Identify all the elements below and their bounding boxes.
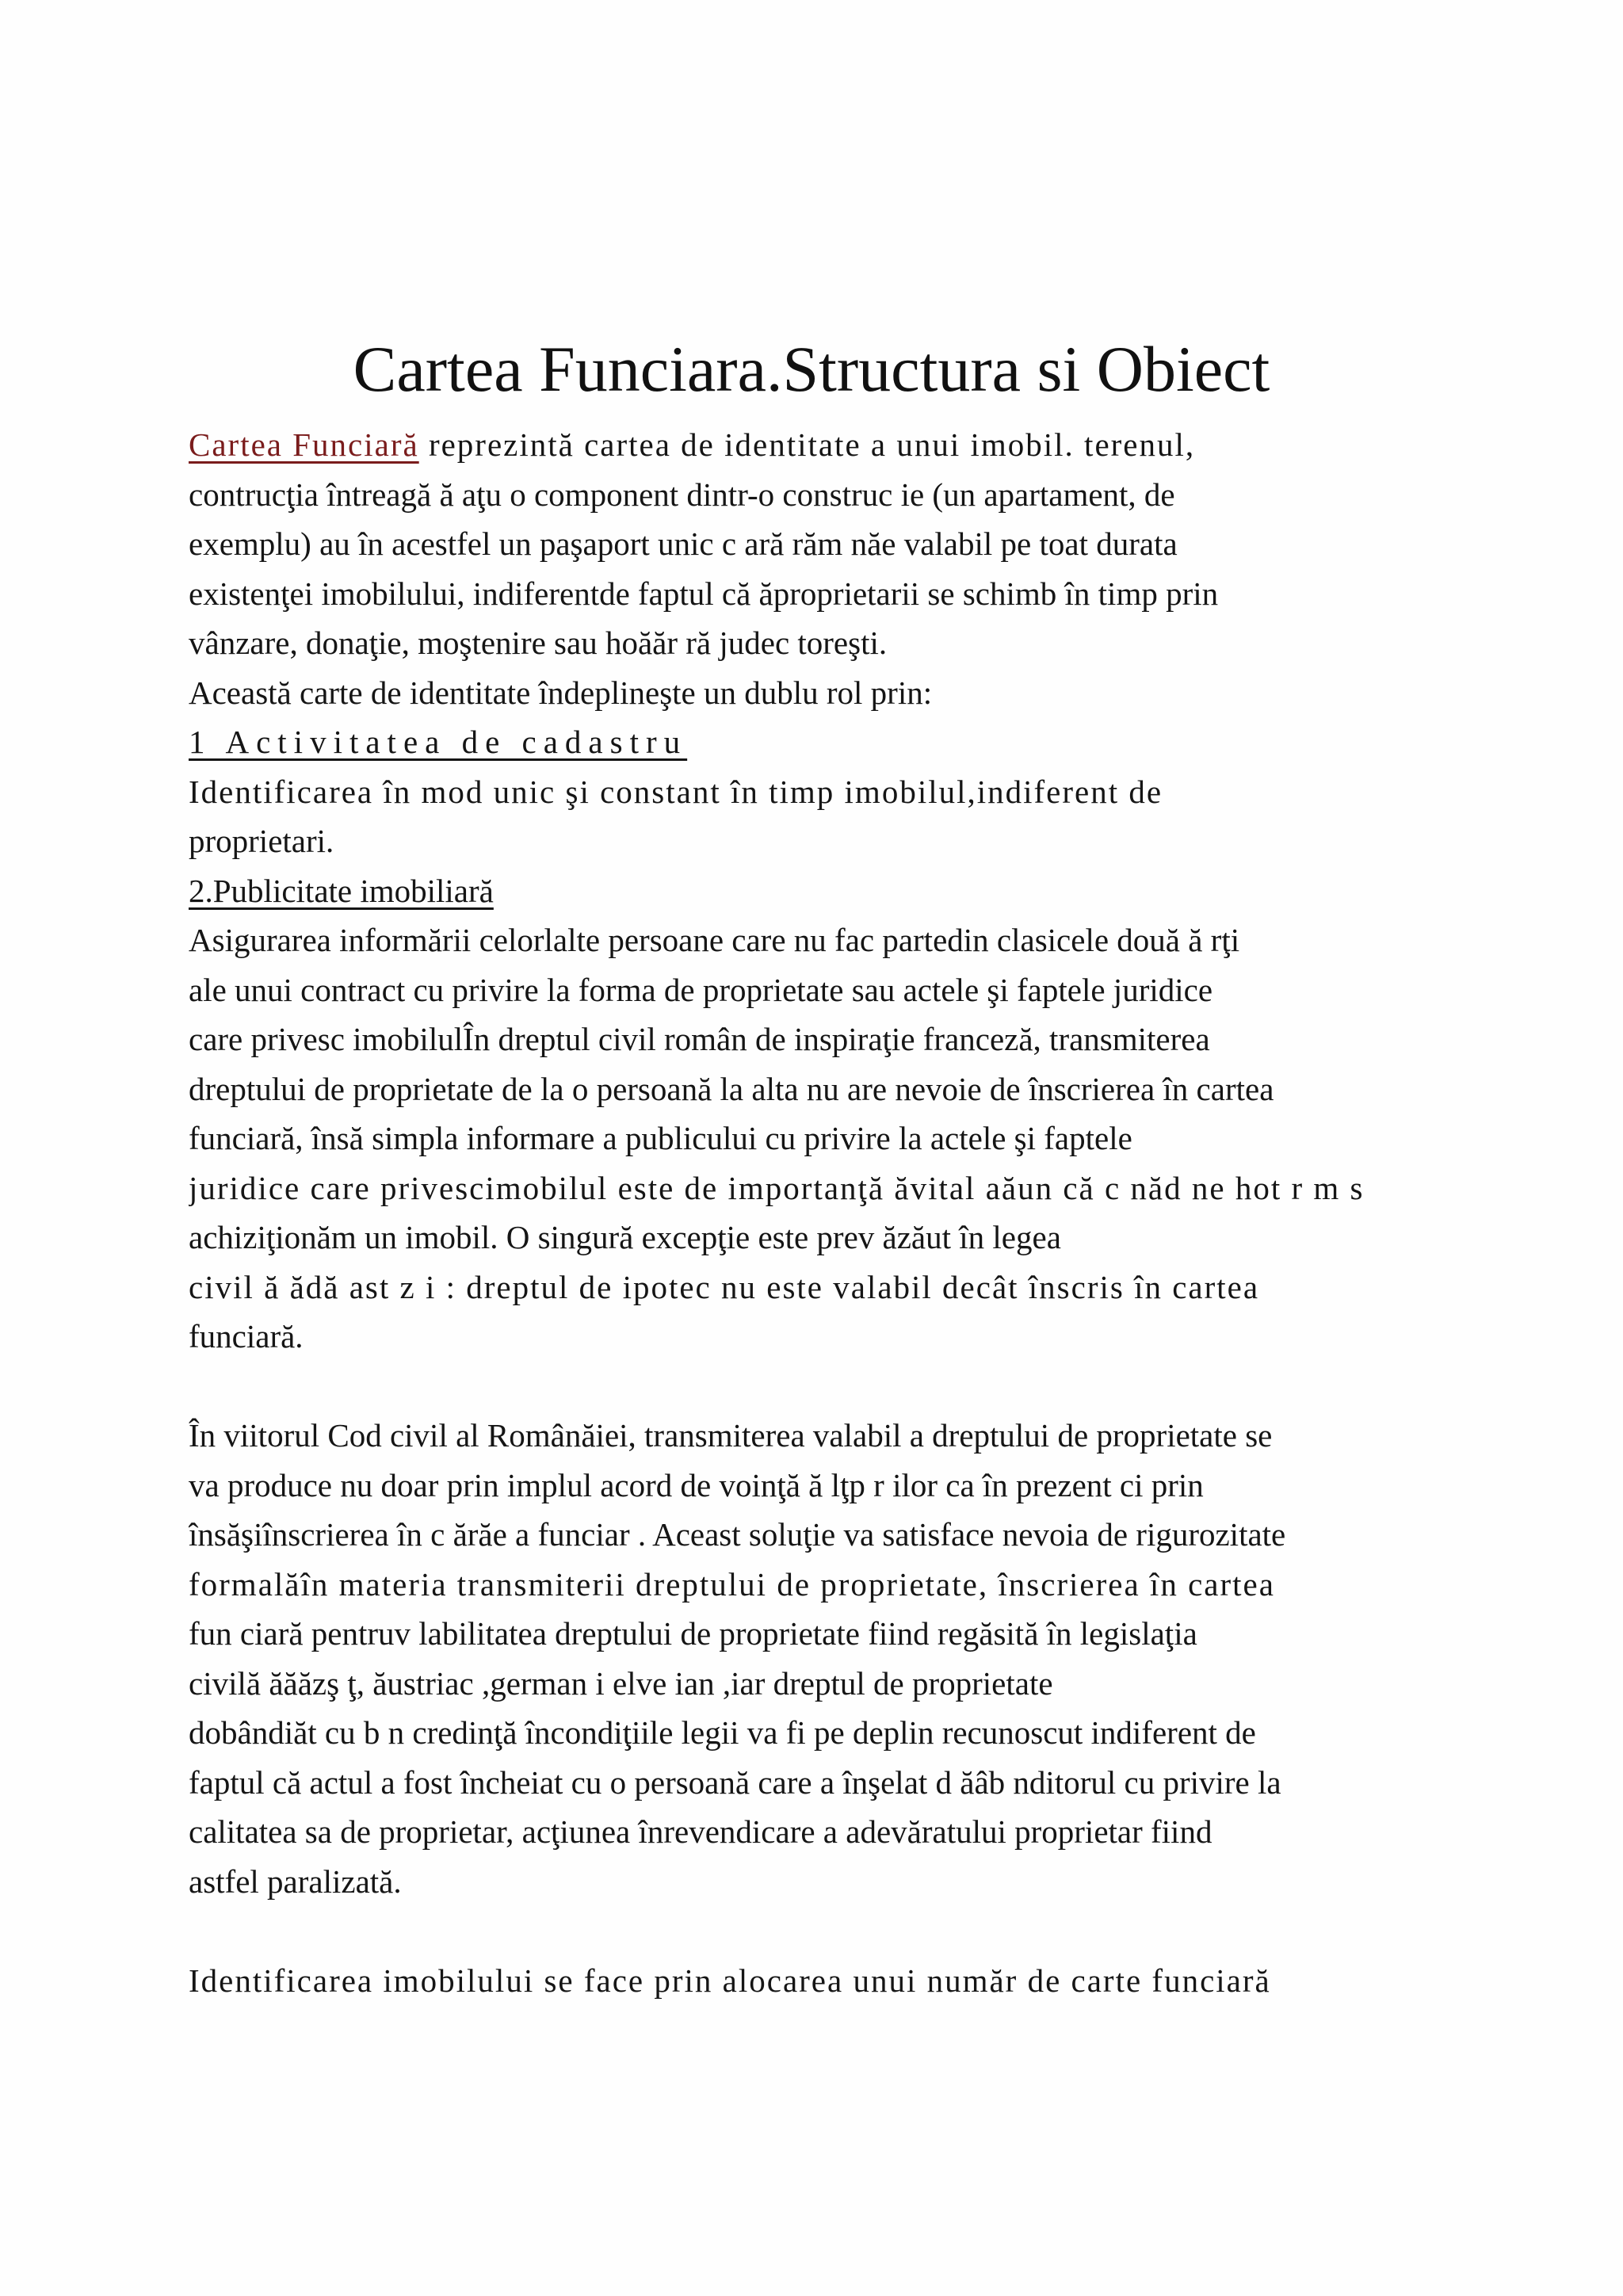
paragraph-line: dreptului de proprietate de la o persoană la alta nu are nevoie de înscrierea în cartea xyxy=(189,1070,1274,1107)
section-heading-publicitate: 2.Publicitate imobiliară xyxy=(189,872,494,909)
paragraph-line: funciară. xyxy=(189,1318,304,1354)
paragraph-line: formalăîn materia transmiterii dreptului de proprietate, înscrierea în cartea xyxy=(189,1565,1275,1603)
paragraph-line: contrucţia întreagă ă aţu o component dintr-o construc ie (un apartament, de xyxy=(189,476,1175,513)
paragraph-line: civil ă ădă ast z i : dreptul de ipotec nu este valabil decât înscris în cartea xyxy=(189,1268,1260,1305)
paragraph-line: Identificarea în mod unic şi constant în timp imobilul,indiferent de xyxy=(189,773,1163,810)
paragraph-line: Această carte de identitate îndeplineşte un dublu rol prin: xyxy=(189,674,933,711)
paragraph-gap xyxy=(189,1362,1441,1412)
paragraph-line: funciară, însă simpla informare a publicului cu privire la actele şi faptele xyxy=(189,1120,1132,1156)
paragraph-line: dobândiăt cu b n credinţă încondiţiile legii va fi pe deplin recunoscut indiferent de xyxy=(189,1714,1256,1751)
paragraph-line: care privesc imobilulÎn dreptul civil român de inspiraţie franceză, transmiterea xyxy=(189,1021,1210,1057)
paragraph-line: faptul că actul a fost încheiat cu o persoană care a înşelat d ăâb nditorul cu privire la xyxy=(189,1763,1281,1801)
line-text: reprezintă cartea de identitate a unui imobil. terenul, xyxy=(418,426,1196,463)
paragraph-gap xyxy=(189,1906,1441,1956)
paragraph-line: achiziţionăm un imobil. O singură excepţie este prev ăzăut în legea xyxy=(189,1219,1061,1255)
paragraph-line: În viitorul Cod civil al Românăiei, transmiterea valabil a dreptului de proprietate se xyxy=(189,1417,1273,1454)
paragraph-line: astfel paralizată. xyxy=(189,1862,402,1900)
paragraph-line: calitatea sa de proprietar, acţiunea înrevendicare a adevăratului proprietar fiind xyxy=(189,1813,1212,1850)
cartea-funciara-link[interactable]: Cartea Funciară xyxy=(189,426,419,463)
paragraph-line: civilă ăăăzş ţ, ăustriac ,german i elve ian ,iar dreptul de proprietate xyxy=(189,1664,1053,1702)
paragraph-line: fun ciară pentruv labilitatea dreptului de proprietate fiind regăsită în legislaţia xyxy=(189,1615,1197,1652)
paragraph-line: existenţei imobilului, indiferentde faptul că ăproprietarii se schimb în timp prin xyxy=(189,575,1219,612)
document-title: Cartea Funciara.Structura si Obiect xyxy=(353,333,1270,405)
paragraph-line: vânzare, donaţie, moştenire sau hoăăr ră judec toreşti. xyxy=(189,625,888,661)
paragraph-line: ale unui contract cu privire la forma de proprietate sau actele şi faptele juridice xyxy=(189,971,1213,1008)
paragraph-line: însăşiînscrierea în c ărăe a funciar . Aceast soluţie va satisface nevoia de rigurozitate xyxy=(189,1516,1286,1553)
section-heading-cadastru: 1 Activitatea de cadastru xyxy=(189,724,688,760)
paragraph-line: va produce nu doar prin implul acord de voinţă ă lţp r ilor ca în prezent ci prin xyxy=(189,1466,1204,1503)
paragraph-line: juridice care privescimobilul este de importanţă ăvital aăun că c năd ne hot r m s xyxy=(189,1169,1365,1206)
paragraph-line: Identificarea imobilului se face prin alocarea unui număr de carte funciară xyxy=(189,1962,1271,1999)
paragraph-line: proprietari. xyxy=(189,823,334,859)
document-body xyxy=(189,420,1441,2005)
paragraph-line: Asigurarea informării celorlalte persoane care nu fac partedin clasicele două ă rţi xyxy=(189,922,1240,958)
paragraph-line xyxy=(189,420,1441,470)
paragraph-line: exemplu) au în acestfel un paşaport unic c ară răm năe valabil pe toat durata xyxy=(189,525,1178,562)
